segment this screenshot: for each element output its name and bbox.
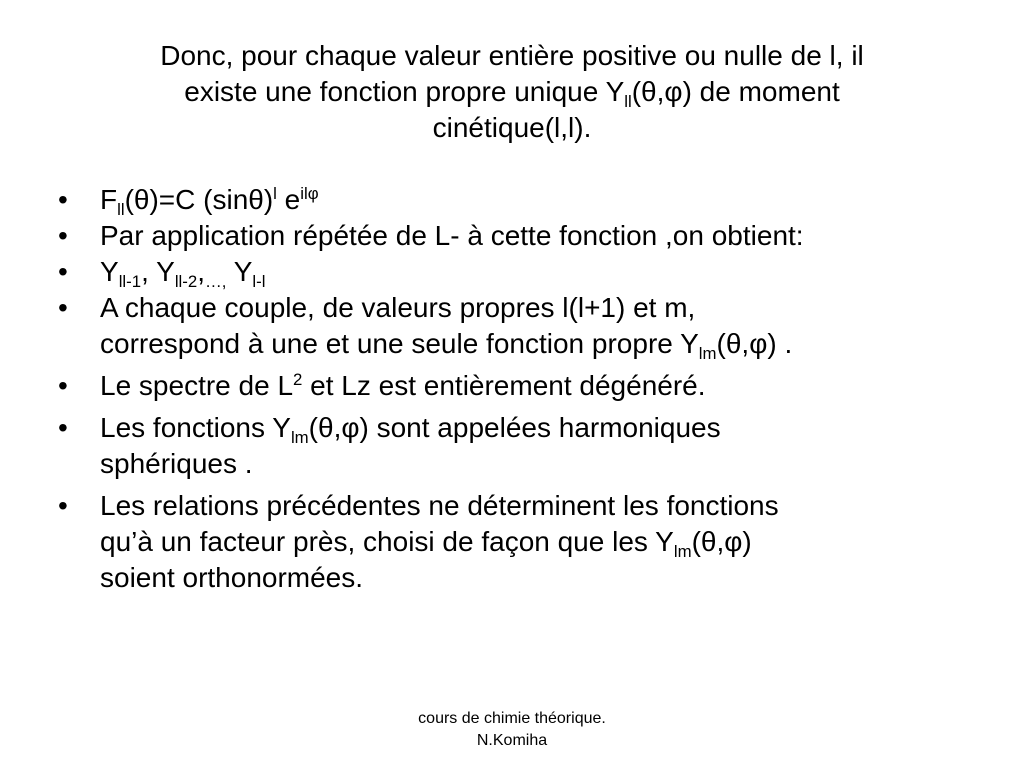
text: , bbox=[197, 256, 205, 287]
text: soient orthonormées. bbox=[100, 562, 364, 593]
superscript: 2 bbox=[293, 369, 303, 389]
bullet-glyph: • bbox=[58, 184, 68, 215]
bullet-item-5 bbox=[58, 368, 978, 404]
subscript: ll bbox=[117, 199, 125, 219]
bullet-glyph: • bbox=[58, 370, 68, 401]
text: (θ,φ) bbox=[691, 526, 752, 557]
title-line-1: Donc, pour chaque valeur entière positive ou nulle de l, il bbox=[160, 40, 864, 71]
text: A chaque couple, de valeurs propres l(l+1) et m, bbox=[100, 292, 696, 323]
text: correspond à une et une seule fonction propre Y bbox=[100, 328, 699, 359]
text: , Y bbox=[141, 256, 175, 287]
text: Y bbox=[100, 256, 119, 287]
text: Y bbox=[226, 256, 253, 287]
text: et Lz est entièrement dégénéré. bbox=[302, 370, 706, 401]
footer-line-1: cours de chimie théorique. bbox=[418, 710, 606, 727]
bullet-item-2 bbox=[58, 218, 978, 254]
bullet-item-1 bbox=[58, 182, 978, 218]
text: Les fonctions Y bbox=[100, 412, 291, 443]
title-line-3: cinétique(l,l). bbox=[432, 112, 592, 143]
bullet-glyph: • bbox=[58, 490, 68, 521]
text: qu’à un facteur près, choisi de façon que les Y bbox=[100, 526, 674, 557]
text: Les relations précédentes ne déterminent les fonctions bbox=[100, 490, 779, 521]
text: Le spectre de L bbox=[100, 370, 294, 401]
bullet-glyph: • bbox=[58, 256, 68, 287]
subscript: lm bbox=[673, 541, 692, 561]
subscript: …, bbox=[204, 271, 227, 291]
text: (θ,φ) . bbox=[716, 328, 793, 359]
text: F bbox=[100, 184, 118, 215]
text: sphériques . bbox=[100, 448, 253, 479]
superscript: l bbox=[273, 183, 277, 203]
subscript: l-l bbox=[252, 271, 266, 291]
bullet-item-6 bbox=[58, 410, 978, 482]
bullet-glyph: • bbox=[58, 412, 68, 443]
bullet-item-4 bbox=[58, 290, 978, 362]
bullet-list bbox=[58, 182, 978, 596]
bullet-item-7 bbox=[58, 488, 978, 596]
bullet-item-3 bbox=[58, 254, 978, 290]
text: e bbox=[276, 184, 301, 215]
bullet-glyph: • bbox=[58, 220, 68, 251]
subscript: ll-2 bbox=[174, 271, 198, 291]
footer-line-2: N.Komiha bbox=[476, 732, 548, 749]
title-text: existe une fonction propre unique Y bbox=[184, 76, 625, 107]
text: (θ)=C (sinθ) bbox=[124, 184, 274, 215]
title-subscript: ll bbox=[624, 91, 632, 111]
title-line-2 bbox=[60, 74, 964, 110]
subscript: lm bbox=[698, 343, 717, 363]
subscript: ll-1 bbox=[118, 271, 142, 291]
text: Par application répétée de L- à cette fonction ,on obtient: bbox=[100, 220, 804, 251]
slide-footer bbox=[312, 708, 712, 752]
slide-title bbox=[60, 38, 964, 146]
bullet-glyph: • bbox=[58, 292, 68, 323]
title-text: (θ,φ) de moment bbox=[631, 76, 840, 107]
text: (θ,φ) sont appelées harmoniques bbox=[308, 412, 721, 443]
subscript: lm bbox=[290, 427, 309, 447]
superscript: ilφ bbox=[300, 183, 319, 203]
